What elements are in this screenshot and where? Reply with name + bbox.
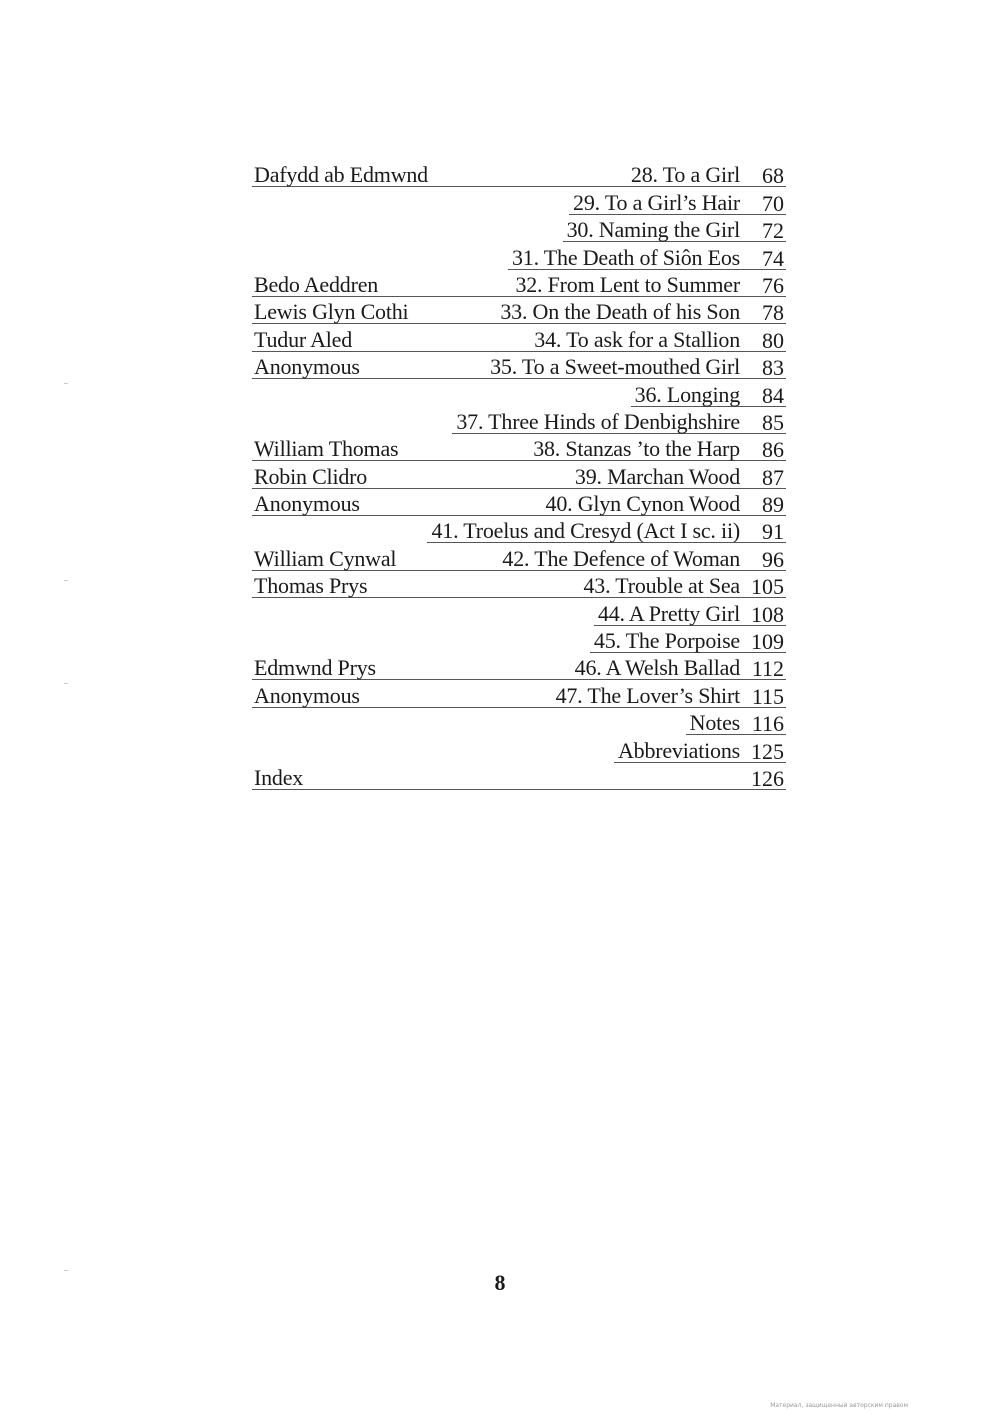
entry-page-number: 91: [762, 519, 784, 545]
toc-entry: [252, 710, 786, 737]
entry-author: Anonymous: [254, 354, 360, 380]
entry-title: 42. The Defence of Woman: [502, 545, 740, 571]
toc-entry: [252, 600, 786, 627]
entry-page-number: 85: [762, 409, 784, 435]
toc-entry: [252, 217, 786, 244]
entry-title: Notes: [689, 710, 740, 736]
toc-entry: [252, 682, 786, 709]
toc-entry: [252, 765, 786, 792]
entry-title: 35. To a Sweet-mouthed Girl: [490, 354, 740, 380]
entry-page-number: 105: [751, 574, 784, 600]
entry-author: Anonymous: [254, 682, 360, 708]
entry-title: 40. Glyn Cynon Wood: [545, 491, 740, 517]
page-number: 8: [494, 1270, 506, 1295]
entry-page-number: 84: [762, 382, 784, 408]
margin-mark: [64, 383, 68, 384]
entry-page-number: 87: [762, 464, 784, 490]
entry-page-number: 115: [751, 683, 784, 709]
entry-page-number: 68: [762, 163, 784, 189]
entry-title: 43. Trouble at Sea: [583, 573, 740, 599]
margin-mark: [64, 1270, 68, 1271]
entry-title: 45. The Porpoise: [593, 628, 740, 654]
entry-page-number: 86: [762, 437, 784, 463]
toc-entry: [252, 628, 786, 655]
toc-entry: [252, 545, 786, 572]
toc-entry: [252, 573, 786, 600]
toc-entry: [252, 463, 786, 490]
entry-title: Abbreviations: [617, 737, 740, 763]
entry-page-number: 80: [762, 327, 784, 353]
entry-title: 39. Marchan Wood: [574, 463, 740, 489]
entry-title: 41. Troelus and Cresyd (Act I sc. ii): [431, 518, 740, 544]
entry-title: 33. On the Death of his Son: [500, 299, 740, 325]
entry-page-number: 83: [762, 355, 784, 381]
entry-title: 29. To a Girl’s Hair: [573, 189, 740, 215]
toc-entry: [252, 326, 786, 353]
toc-entry: [252, 299, 786, 326]
entry-title: 47. The Lover’s Shirt: [555, 682, 740, 708]
entry-title: 38. Stanzas ’to the Harp: [533, 436, 740, 462]
entry-page-number: 126: [751, 765, 784, 791]
entry-title: 46. A Welsh Ballad: [574, 655, 740, 681]
toc-entry: [252, 354, 786, 381]
copyright-notice: Материал, защищенный авторским правом: [770, 1402, 908, 1409]
entry-page-number: 72: [762, 218, 784, 244]
table-of-contents: [252, 162, 786, 792]
entry-author: William Thomas: [254, 436, 399, 462]
toc-entry: [252, 491, 786, 518]
entry-author: Index: [254, 764, 304, 790]
entry-page-number: 89: [762, 492, 784, 518]
entry-author: Anonymous: [254, 491, 360, 517]
entry-title: 36. Longing: [634, 381, 740, 407]
toc-entry: [252, 737, 786, 764]
entry-title: 28. To a Girl: [630, 162, 740, 188]
entry-page-number: 76: [762, 272, 784, 298]
entry-author: Dafydd ab Edmwnd: [254, 162, 428, 188]
entry-page-number: 74: [762, 245, 784, 271]
entry-page-number: 125: [751, 738, 784, 764]
entry-page-number: 96: [762, 546, 784, 572]
entry-author: Robin Clidro: [254, 463, 368, 489]
toc-entry: [252, 272, 786, 299]
entry-author: Thomas Prys: [254, 573, 368, 599]
margin-mark: [64, 580, 68, 581]
entry-author: Edmwnd Prys: [254, 655, 376, 681]
entry-page-number: 109: [751, 629, 784, 655]
entry-title: 34. To ask for a Stallion: [534, 326, 740, 352]
entry-page-number: 112: [751, 656, 784, 682]
toc-entry: [252, 244, 786, 271]
entry-title: 44. A Pretty Girl: [597, 600, 740, 626]
toc-entry: [252, 409, 786, 436]
entry-title: 32. From Lent to Summer: [515, 271, 740, 297]
toc-entry: [252, 518, 786, 545]
entry-page-number: 70: [762, 190, 784, 216]
toc-entry: [252, 189, 786, 216]
toc-entry: [252, 381, 786, 408]
entry-page-number: 108: [751, 601, 784, 627]
entry-title: 37. Three Hinds of Denbighshire: [456, 408, 740, 434]
entry-page-number: 116: [751, 711, 784, 737]
entry-author: Tudur Aled: [254, 326, 353, 352]
entry-author: Lewis Glyn Cothi: [254, 299, 409, 325]
entry-author: Bedo Aeddren: [254, 271, 379, 297]
entry-title: 31. The Death of Siôn Eos: [511, 244, 740, 270]
margin-mark: [64, 683, 68, 684]
entry-title: 30. Naming the Girl: [566, 217, 740, 243]
toc-entry: [252, 436, 786, 463]
rule-line: [252, 789, 786, 790]
toc-entry: [252, 162, 786, 189]
entry-author: William Cynwal: [254, 545, 397, 571]
entry-page-number: 78: [762, 300, 784, 326]
toc-entry: [252, 655, 786, 682]
